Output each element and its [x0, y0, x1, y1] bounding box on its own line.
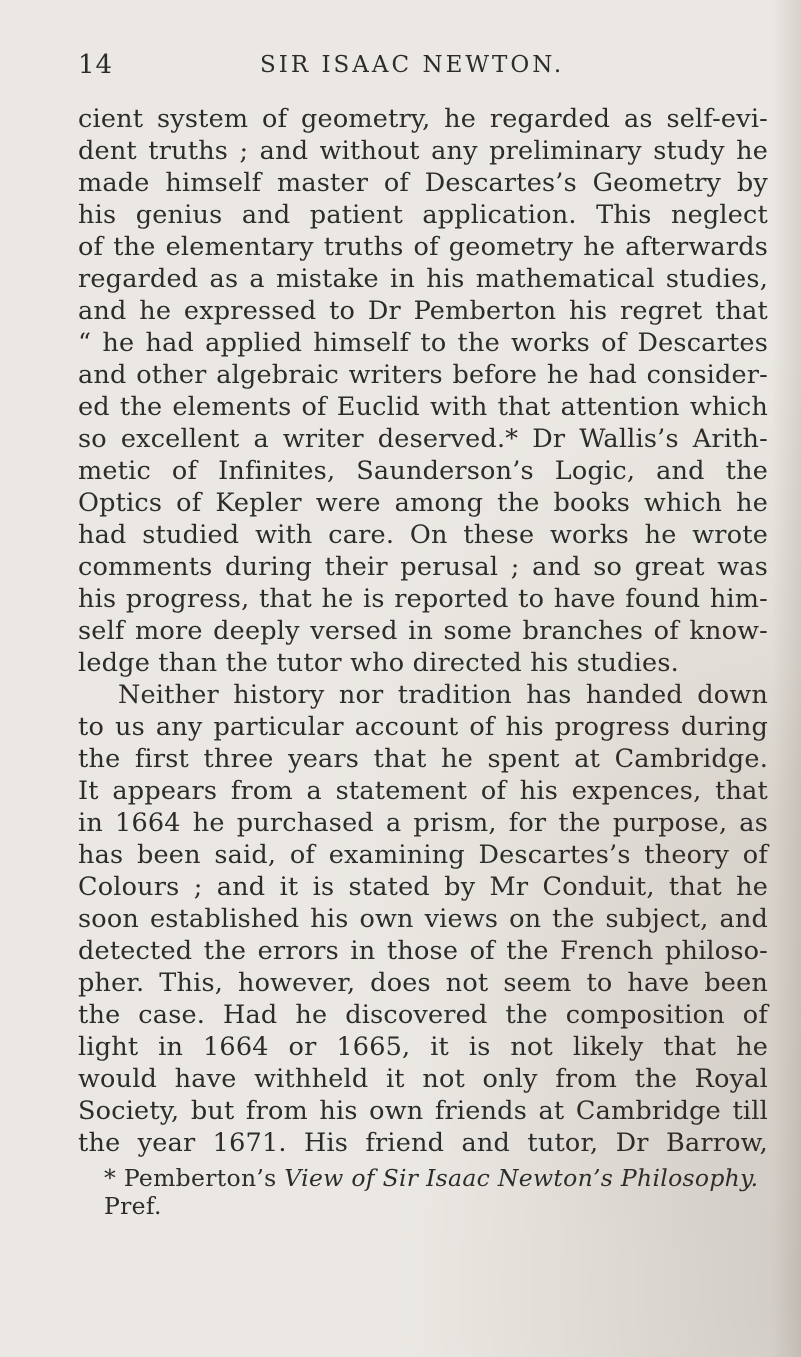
- text-line: his genius and patient application. This neglect: [78, 200, 768, 230]
- page-edge-shadow: [771, 0, 801, 1357]
- text-line: and he expressed to Dr Pemberton his regret that: [78, 296, 768, 326]
- text-line: had studied with care. On these works he wrote: [78, 520, 768, 550]
- text-line: detected the errors in those of the French philoso-: [78, 936, 768, 966]
- text-line: Optics of Kepler were among the books which he: [78, 488, 768, 518]
- text-line: regarded as a mistake in his mathematical studies,: [78, 264, 768, 294]
- text-line: the first three years that he spent at Cambridge.: [78, 744, 768, 774]
- body-text: [78, 103, 768, 1159]
- text-line: ledge than the tutor who directed his studies.: [78, 648, 679, 678]
- text-line: ed the elements of Euclid with that attention which: [78, 392, 768, 422]
- text-line: so excellent a writer deserved.* Dr Wallis’s Arith-: [78, 424, 768, 454]
- text-line: his progress, that he is reported to have found him-: [78, 584, 768, 614]
- text-line: the case. Had he discovered the composition of: [78, 1000, 768, 1030]
- text-line: of the elementary truths of geometry he afterwards: [78, 232, 768, 262]
- text-line: comments during their perusal ; and so great was: [78, 552, 768, 582]
- footnote-title: View of Sir Isaac Newton’s Philosophy.: [284, 1164, 759, 1192]
- text-line: Colours ; and it is stated by Mr Conduit, that he: [78, 872, 768, 902]
- running-head: SIR ISAAC NEWTON.: [260, 52, 565, 78]
- text-line: pher. This, however, does not seem to have been: [78, 968, 768, 998]
- text-line: cient system of geometry, he regarded as self-evi-: [78, 104, 768, 134]
- footnote-suffix: Pref.: [104, 1192, 162, 1220]
- text-line: in 1664 he purchased a prism, for the purpose, as: [78, 808, 768, 838]
- text-line: “ he had applied himself to the works of Descartes: [78, 328, 768, 358]
- page-number: 14: [78, 50, 114, 80]
- text-line: the year 1671. His friend and tutor, Dr Barrow,: [78, 1128, 768, 1158]
- text-line: to us any particular account of his progress during: [78, 712, 768, 742]
- footnote-prefix: Pemberton’s: [123, 1164, 285, 1192]
- page-header: [78, 50, 761, 90]
- text-line: self more deeply versed in some branches of know-: [78, 616, 768, 646]
- text-line: and other algebraic writers before he had consider-: [78, 360, 768, 390]
- footnote-marker: *: [104, 1164, 124, 1192]
- text-line: It appears from a statement of his expences, that: [78, 776, 768, 806]
- text-line: Society, but from his own friends at Cambridge till: [78, 1096, 768, 1126]
- text-line: light in 1664 or 1665, it is not likely that he: [78, 1032, 768, 1062]
- text-line: dent truths ; and without any preliminary study he: [78, 136, 768, 166]
- footnote: [104, 1164, 801, 1220]
- text-line: made himself master of Descartes’s Geometry by: [78, 168, 768, 198]
- paragraph-start-line: Neither history nor tradition has handed down: [118, 680, 768, 710]
- text-line: metic of Infinites, Saunderson’s Logic, and the: [78, 456, 768, 486]
- text-line: soon established his own views on the subject, and: [78, 904, 768, 934]
- text-line: has been said, of examining Descartes’s theory of: [78, 840, 768, 870]
- text-line: would have withheld it not only from the Royal: [78, 1064, 768, 1094]
